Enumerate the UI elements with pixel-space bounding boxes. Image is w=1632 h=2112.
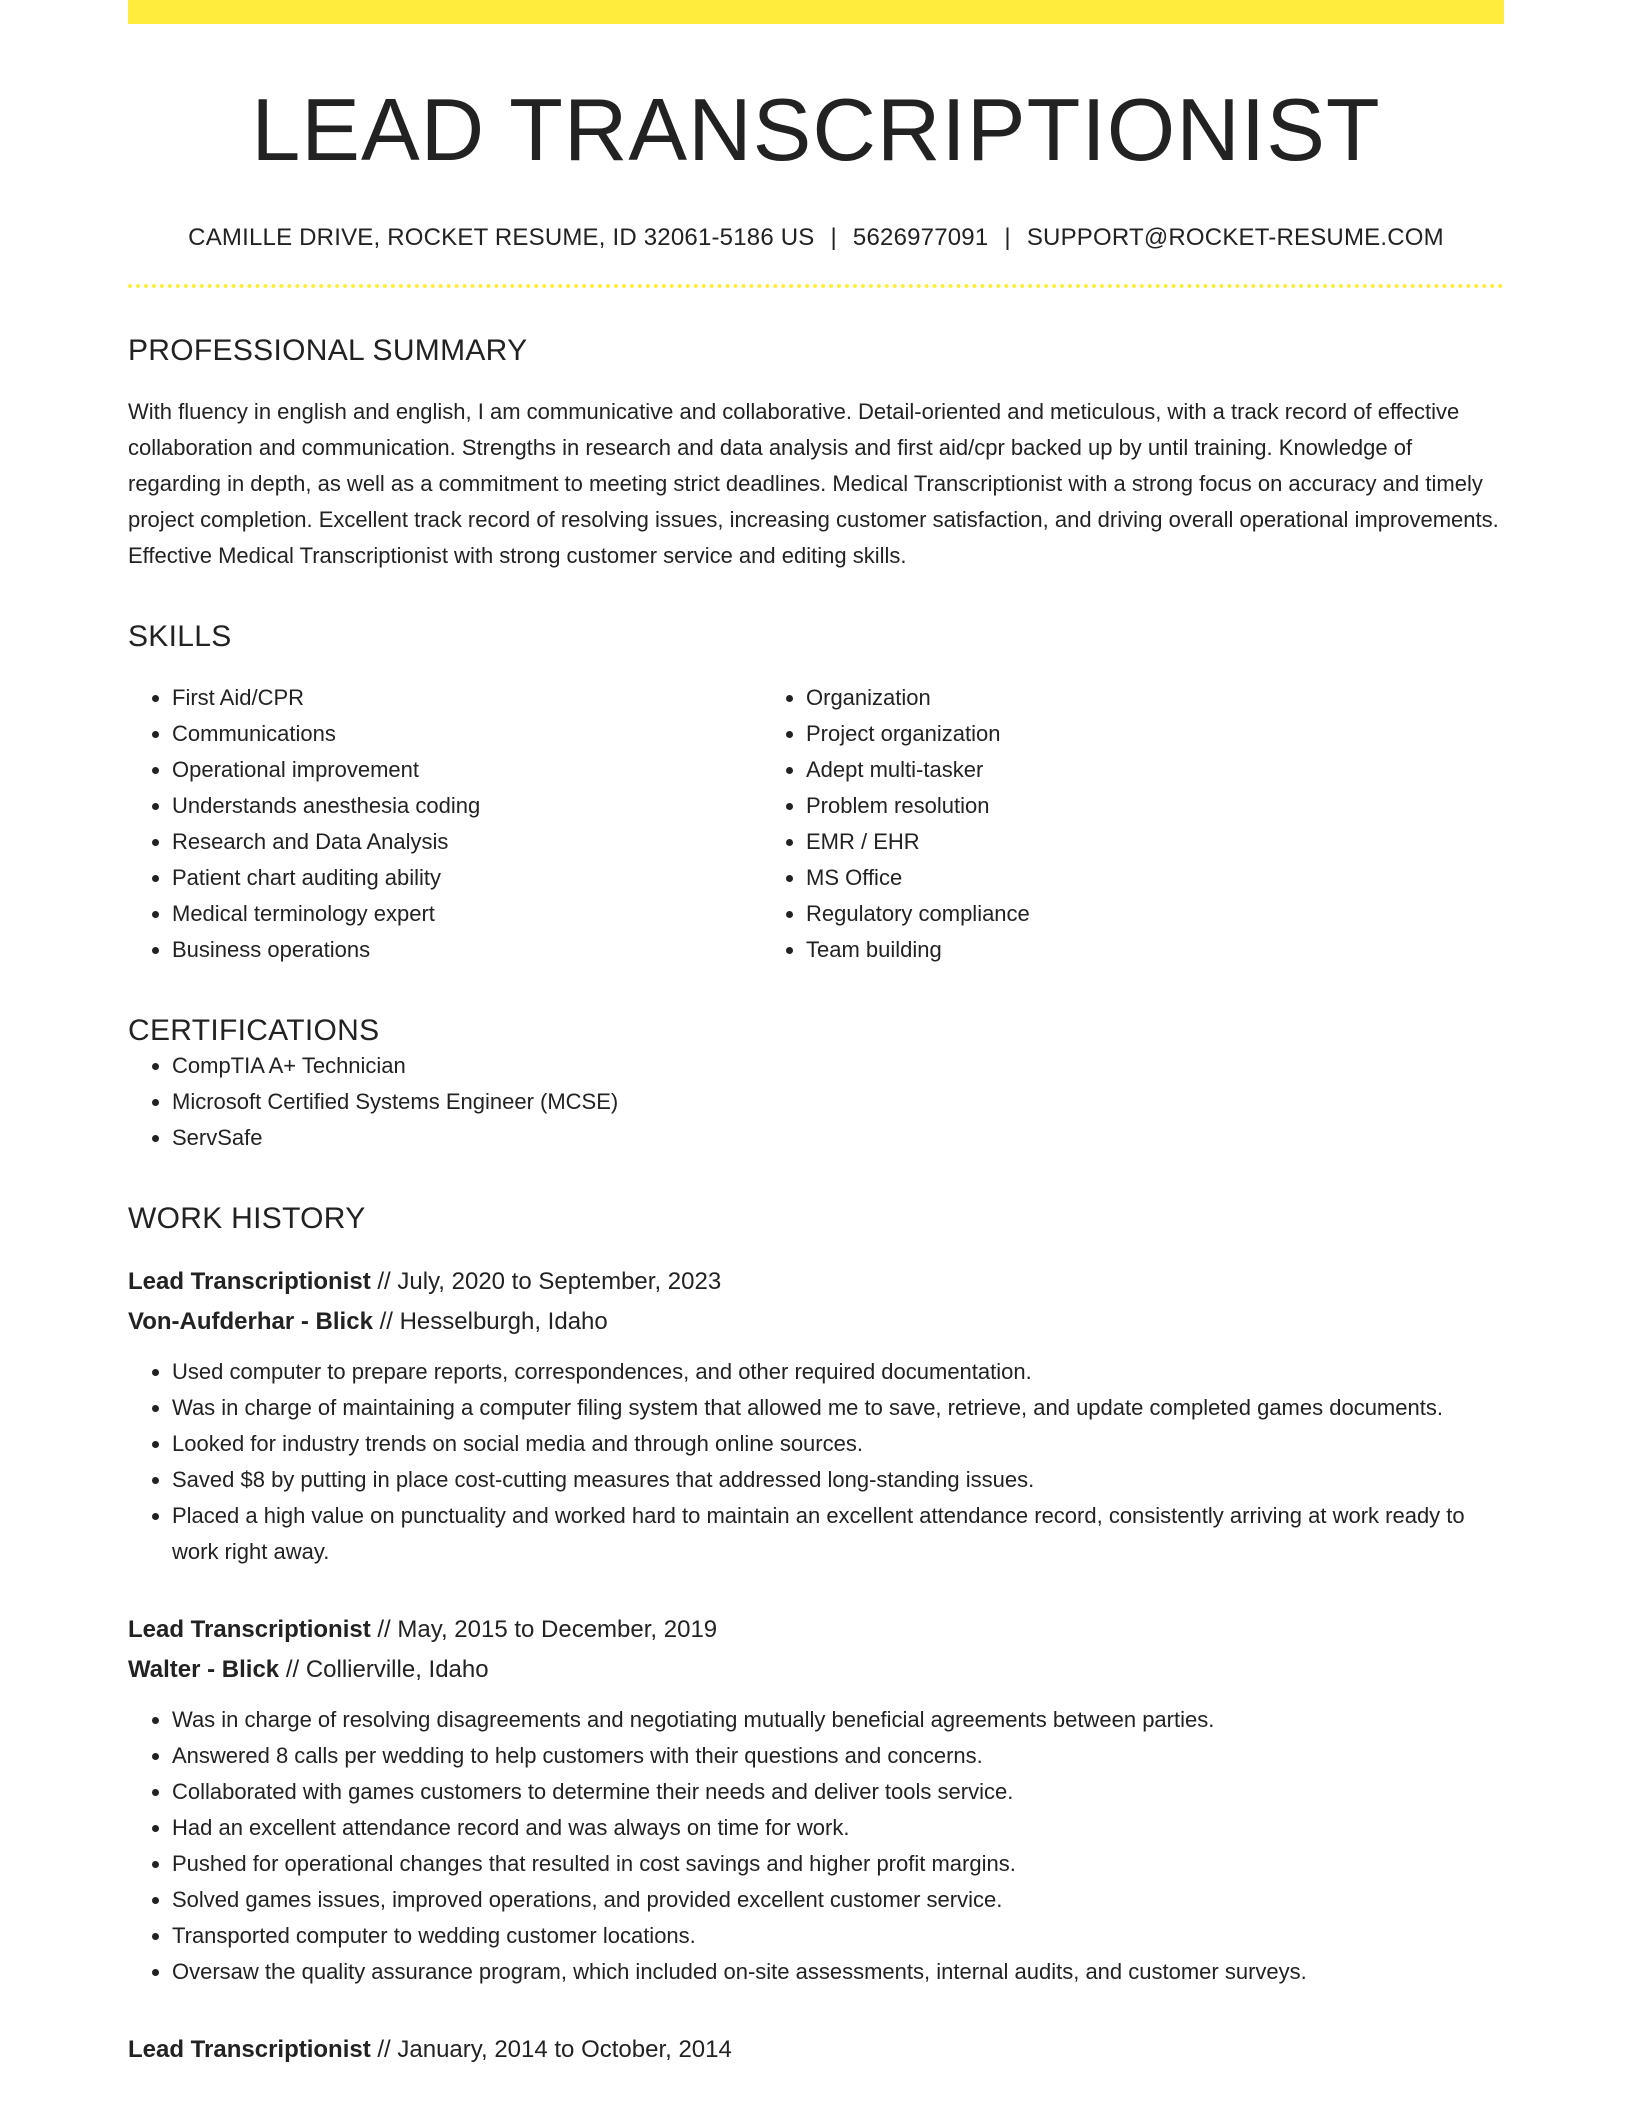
skills-section (128, 620, 1504, 968)
contact-separator: | (830, 224, 837, 252)
job-employer-line (128, 1302, 1504, 1342)
job-title-line (128, 1262, 1504, 1302)
certification-item: • CompTIA A+ Technician (172, 1048, 1504, 1084)
job-location: // Hesselburgh, Idaho (372, 1308, 608, 1336)
contact-email: SUPPORT@ROCKET-RESUME.COM (1026, 224, 1444, 252)
skill-item: • EMR / EHR (806, 824, 1396, 860)
skills-grid (128, 680, 1504, 968)
skill-item: • Regulatory compliance (806, 896, 1396, 932)
certification-item: • Microsoft Certified Systems Engineer (MCSE) (172, 1084, 1504, 1120)
job-bullet: • Saved $8 by putting in place cost-cutting measures that addressed long-standing issues. (172, 1462, 1504, 1498)
job-employer-line (128, 1650, 1504, 1690)
skills-heading: SKILLS (128, 620, 232, 654)
job-bullet: • Was in charge of resolving disagreements and negotiating mutually beneficial agreements between parties. (172, 1702, 1504, 1738)
work-history-heading: WORK HISTORY (128, 1202, 366, 1236)
summary-heading: PROFESSIONAL SUMMARY (128, 334, 528, 368)
top-accent-bar (128, 0, 1504, 24)
skill-item: • Adept multi-tasker (806, 752, 1396, 788)
summary-section (128, 334, 1504, 574)
skill-item: • Business operations (172, 932, 762, 968)
job-bullet: • Looked for industry trends on social media and through online sources. (172, 1426, 1504, 1462)
job-employer: Von-Aufderhar - Blick (128, 1308, 373, 1336)
job-bullet: • Placed a high value on punctuality and worked hard to maintain an excellent attendance record, consistently arriving at work ready to work right away. (172, 1498, 1504, 1570)
job-bullet: • Answered 8 calls per wedding to help customers with their questions and concerns. (172, 1738, 1504, 1774)
job-bullet: • Pushed for operational changes that resulted in cost savings and higher profit margins. (172, 1846, 1504, 1882)
page-title: LEAD TRANSCRIPTIONIST (251, 80, 1381, 179)
certifications-section (128, 1014, 1504, 1156)
job-entry (128, 2030, 1504, 2070)
job-bullet: • Was in charge of maintaining a computer filing system that allowed me to save, retrieve, and update completed games documents. (172, 1390, 1504, 1426)
work-history-section (128, 1202, 1504, 2070)
job-bullet: • Collaborated with games customers to determine their needs and deliver tools service. (172, 1774, 1504, 1810)
job-title: Lead Transcriptionist (128, 1268, 371, 1296)
job-bullets (128, 1354, 1504, 1570)
job-title-line (128, 2030, 1504, 2070)
resume-page (128, 0, 1504, 2070)
job-dates: // July, 2020 to September, 2023 (370, 1268, 722, 1296)
job-title-line (128, 1610, 1504, 1650)
certification-item: • ServSafe (172, 1120, 1504, 1156)
skills-list-right (762, 680, 1396, 968)
job-bullet: • Solved games issues, improved operations, and provided excellent customer service. (172, 1882, 1504, 1918)
skills-list-left (128, 680, 762, 968)
contact-phone: 5626977091 (852, 224, 989, 252)
job-bullet: • Oversaw the quality assurance program, which included on-site assessments, internal audits, and customer surveys. (172, 1954, 1504, 1990)
skill-item: • Research and Data Analysis (172, 824, 762, 860)
job-entry (128, 1610, 1504, 1990)
skill-item: • Team building (806, 932, 1396, 968)
skill-item: • Medical terminology expert (172, 896, 762, 932)
job-title: Lead Transcriptionist (128, 2036, 371, 2064)
skill-item: • Communications (172, 716, 762, 752)
skill-item: • Organization (806, 680, 1396, 716)
job-dates: // May, 2015 to December, 2019 (370, 1616, 718, 1644)
dotted-divider (128, 284, 1504, 288)
job-bullet: • Had an excellent attendance record and was always on time for work. (172, 1810, 1504, 1846)
summary-text: With fluency in english and english, I am communicative and collaborative. Detail-oriented and meticulous, with a track record of effective collaboration and communication. Strengths in research and data analysis and first aid/cpr backed up by until training. Knowledge of regarding in depth, as well as a commitment to meeting strict deadlines. Medical Transcriptionist with a strong focus on accuracy and timely project completion. Excellent track record of resolving issues, increasing customer satisfaction, and driving overall operational improvements. Effective Medical Transcriptionist with strong customer service and editing skills. (128, 399, 1499, 569)
skill-item: • Understands anesthesia coding (172, 788, 762, 824)
job-location: // Collierville, Idaho (279, 1656, 489, 1684)
skill-item: • Operational improvement (172, 752, 762, 788)
contact-separator: | (1004, 224, 1011, 252)
skill-item: • MS Office (806, 860, 1396, 896)
skill-item: • Problem resolution (806, 788, 1396, 824)
skill-item: • First Aid/CPR (172, 680, 762, 716)
job-bullet: • Transported computer to wedding customer locations. (172, 1918, 1504, 1954)
certifications-heading: CERTIFICATIONS (128, 1014, 380, 1048)
skill-item: • Project organization (806, 716, 1396, 752)
job-title: Lead Transcriptionist (128, 1616, 371, 1644)
skill-item: • Patient chart auditing ability (172, 860, 762, 896)
job-employer: Walter - Blick (128, 1656, 280, 1684)
job-entry (128, 1262, 1504, 1570)
contact-address: CAMILLE DRIVE, ROCKET RESUME, ID 32061-5186 US (188, 224, 815, 252)
certifications-list (128, 1048, 1504, 1156)
contact-line (128, 224, 1504, 252)
job-bullet: • Used computer to prepare reports, correspondences, and other required documentation. (172, 1354, 1504, 1390)
job-bullets (128, 1702, 1504, 1990)
job-dates: // January, 2014 to October, 2014 (370, 2036, 732, 2064)
